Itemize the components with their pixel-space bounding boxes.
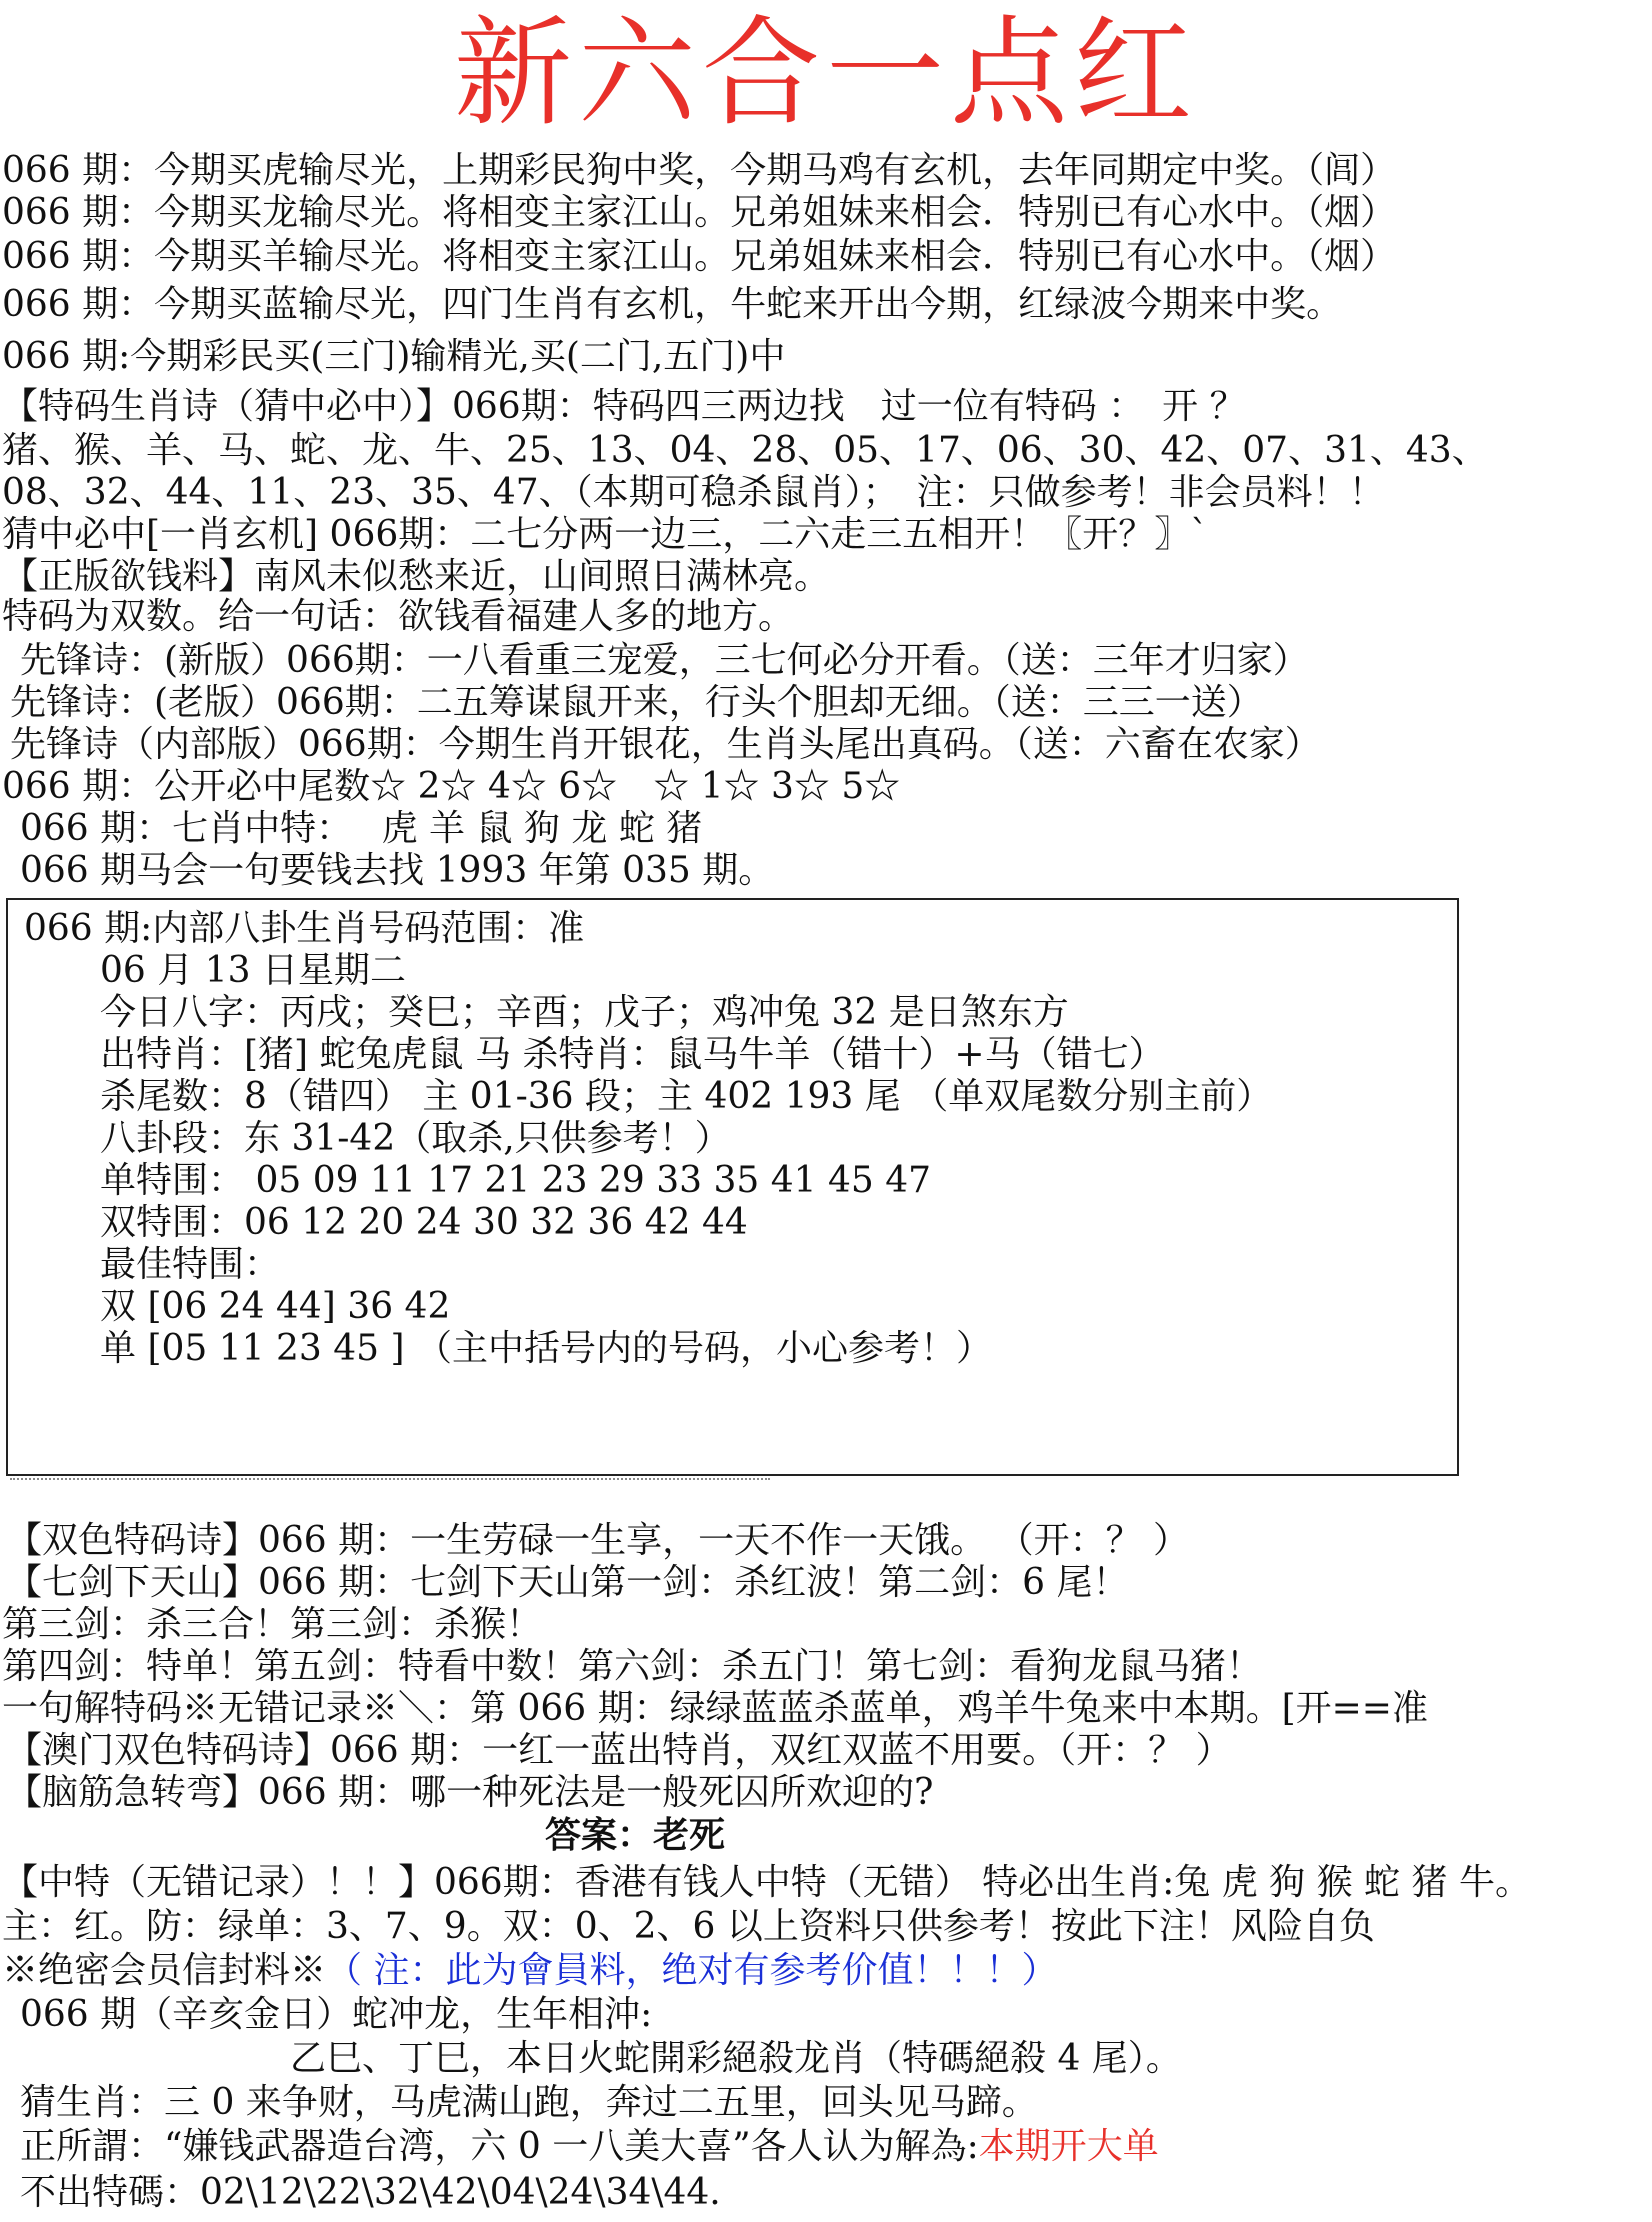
riddle-answer: 答案：老死 <box>545 1814 726 1856</box>
text-line: 主：红。防：绿单：3、7、9。双：0、2、6 以上资料只供参考！按此下注！风险自负 <box>2 1906 1375 1947</box>
box-line: 单特围： 05 09 11 17 21 23 29 33 35 41 45 47 <box>100 1160 932 1201</box>
box-line: 单 [05 11 23 45 ] （主中括号内的号码，小心参考！） <box>100 1328 992 1369</box>
text-line: 第四剑：特单！第五剑：特看中数！第六剑：杀五门！第七剑：看狗龙鼠马猪！ <box>2 1646 1263 1687</box>
text-line: 先锋诗（内部版）066期：今期生肖开银花，生肖头尾出真码。（送：六畜在农家） <box>10 724 1321 765</box>
text-line: 【正版欲钱料】南风未似愁来近，山间照日满林亮。 <box>2 556 831 597</box>
text-line: 【澳门双色特码诗】066 期：一红一蓝出特肖，双红双蓝不用要。（开：？ ） <box>6 1730 1232 1771</box>
box-line: 双特围：06 12 20 24 30 32 36 42 44 <box>100 1202 748 1243</box>
text-line: 【特码生肖诗（猜中必中）】066期：特码四三两边找 过一位有特码 ： 开 ？ <box>2 386 1246 427</box>
text-line: 066 期：今期买羊输尽光。将相变主家江山。兄弟姐妹来相会．特别已有心水中。（烟） <box>2 236 1397 277</box>
text-line: 066 期：今期买蓝输尽光，四门生肖有玄机，牛蛇来开出今期，红绿波今期来中奖。 <box>2 284 1343 325</box>
text-line: 一句解特码※无错记录※＼：第 066 期：绿绿蓝蓝杀蓝单，鸡羊牛兔来中本期。[开==准 <box>2 1688 1428 1729</box>
member-label: ※绝密会员信封料※ <box>2 1950 327 1991</box>
page-title: 新六合一点红 <box>453 4 1198 142</box>
text-line: 066 期：七肖中特： 虎 羊 鼠 狗 龙 蛇 猪 <box>20 808 703 849</box>
text-line: 【双色特码诗】066 期：一生劳碌一生享，一天不作一天饿。 （开：？ ） <box>6 1520 1190 1561</box>
text-line: 066 期：今期买龙输尽光。将相变主家江山。兄弟姐妹来相会．特别已有心水中。（烟） <box>2 192 1397 233</box>
text-line: 08、32、44、11、23、35、47、（本期可稳杀鼠肖）； 注：只做参考！非会员料！！ <box>2 472 1385 513</box>
saying-text: 正所謂：“嫌钱武器造台湾，六 0 一八美大喜”各人认为解為: <box>20 2126 979 2167</box>
box-line: 今日八字：丙戌；癸巳；辛酉；戊子；鸡冲兔 32 是日煞东方 <box>100 992 1069 1033</box>
text-line: 特码为双数。给一句话：欲钱看福建人多的地方。 <box>2 596 795 637</box>
text-line: 猪、猴、羊、马、蛇、龙、牛、25、13、04、28、05、17、06、30、42、07、31、43、 <box>2 430 1488 471</box>
saying-highlight: 本期开大单 <box>978 2126 1159 2167</box>
box-line: 06 月 13 日星期二 <box>100 950 406 991</box>
box-line: 双 [06 24 44] 36 42 <box>100 1286 451 1327</box>
text-line: 066 期：公开必中尾数☆ 2☆ 4☆ 6☆ ☆ 1☆ 3☆ 5☆ <box>2 766 901 807</box>
text-line <box>20 2126 1159 2168</box>
box-line: 八卦段：东 31-42（取杀,只供参考！） <box>100 1118 731 1159</box>
member-line <box>2 1950 1057 1992</box>
box-line: 出特肖：[猪] 蛇兔虎鼠 马 杀特肖：鼠马牛羊（错十）+马（错七） <box>100 1034 1165 1075</box>
text-line: 【中特（无错记录）！！】066期：香港有钱人中特（无错） 特必出生肖:兔 虎 狗 猴 蛇 猪 牛。 <box>2 1862 1531 1903</box>
divider <box>10 1478 770 1483</box>
text-line: 先锋诗：(新版）066期：一八看重三宠爱，三七何必分开看。（送：三年才归家） <box>20 640 1309 681</box>
box-line: 最佳特围： <box>100 1244 281 1285</box>
text-line: 066 期:今期彩民买(三门)输精光,买(二门,五门)中 <box>2 336 786 377</box>
text-line: 066 期：今期买虎输尽光，上期彩民狗中奖，今期马鸡有玄机，去年同期定中奖。（闾） <box>2 150 1397 191</box>
text-line: 066 期马会一句要钱去找 1993 年第 035 期。 <box>20 850 775 891</box>
text-line: 猜生肖：三 0 来争财，马虎满山跑，奔过二五里，回头见马蹄。 <box>20 2082 1038 2123</box>
text-line: 066 期（辛亥金日）蛇冲龙，生年相沖: <box>20 1994 653 2035</box>
text-line: 【脑筋急转弯】066 期：哪一种死法是一般死囚所欢迎的? <box>6 1772 934 1813</box>
text-line: 乙巳、丁巳，本日火蛇開彩絕殺龙肖（特碼絕殺 4 尾）。 <box>290 2038 1182 2079</box>
member-note: （ 注：此为會員料，绝对有参考价值！！！） <box>326 1950 1058 1991</box>
box-heading: 066 期:内部八卦生肖号码范围：准 <box>24 908 585 949</box>
text-line: 猜中必中[一肖玄机] 066期：二七分两一边三，二六走三五相开！〖开？〗` <box>2 514 1209 555</box>
box-line: 杀尾数：8（错四） 主 01-36 段；主 402 193 尾 （单双尾数分别主前） <box>100 1076 1273 1117</box>
text-line: 不出特碼：02\12\22\32\42\04\24\34\44. <box>20 2172 721 2213</box>
text-line: 先锋诗：(老版）066期：二五筹谋鼠开来，行头个胆却无细。（送：三三一送） <box>10 682 1263 723</box>
text-line: 第三剑：杀三合！第三剑：杀猴！ <box>2 1604 543 1645</box>
text-line: 【七剑下天山】066 期：七剑下天山第一剑：杀红波！第二剑：6 尾！ <box>6 1562 1129 1603</box>
